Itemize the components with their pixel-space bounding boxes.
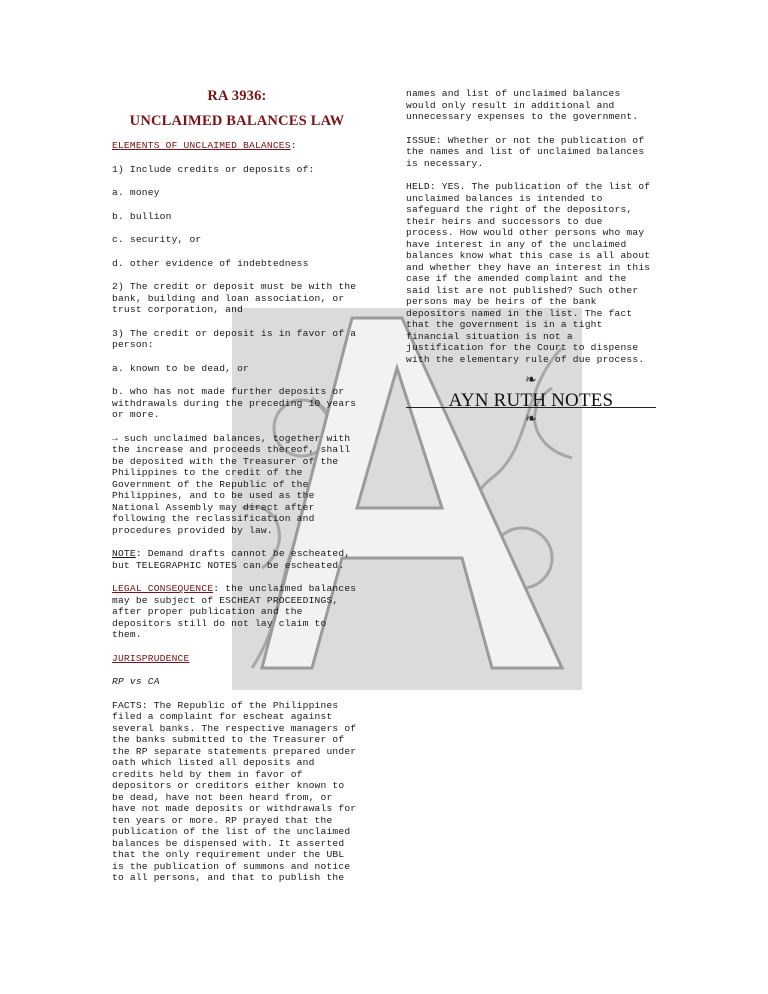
- legal-consequence-paragraph: LEGAL CONSEQUENCE: the unclaimed balances may be subject of ESCHEAT PROCEEDINGS, after proper publication and the depositors still do not lay claim to them.: [112, 583, 357, 640]
- author-banner: AYN RUTH NOTES: [406, 395, 656, 409]
- fleuron-icon: ❧: [525, 372, 537, 388]
- held-paragraph: HELD: YES. The publication of the list of unclaimed balances is intended to safeguard the right of the depositors, their heirs and successors to due process. How would other persons who may have interest in any of the unclaimed balances know what this case is all about and whether they have an interest in this case if the amended complaint and the said list are not published? Such other persons may be heirs of the bank depositors named in the list. The fact that the government is in a tight financial situation is not a justification for the Court to dispense with the elementary rule of due process.: [406, 181, 651, 365]
- element-item-2: 2) The credit or deposit must be with the bank, building and loan association, or trust corporation, and: [112, 281, 357, 315]
- element-item-1a: a. money: [112, 187, 160, 198]
- issue-paragraph: ISSUE: Whether or not the publication of the names and list of unclaimed balances is necessary.: [406, 134, 645, 169]
- element-item-3: 3) The credit or deposit is in favor of a person:: [112, 327, 357, 350]
- document-title: RA 3936:: [207, 88, 267, 104]
- element-item-1b: b. bullion: [112, 210, 172, 222]
- document-subtitle: UNCLAIMED BALANCES LAW: [129, 112, 345, 129]
- facts-continuation: names and list of unclaimed balances would only result in additional and unnecessary expenses to the government.: [406, 88, 639, 122]
- element-item-1c: c. security, or: [112, 234, 202, 245]
- element-item-1: 1) Include credits or deposits of:: [112, 163, 315, 175]
- note-label: NOTE: [112, 548, 136, 559]
- elements-heading-line: ELEMENTS OF UNCLAIMED BALANCES:: [112, 140, 297, 151]
- left-column: [112, 88, 362, 884]
- fleuron-icon-bottom: ❧: [525, 411, 537, 427]
- right-column: [406, 88, 656, 426]
- note-paragraph: NOTE: Demand drafts cannot be escheated, but TELEGRAPHIC NOTES can be escheated.: [112, 548, 351, 571]
- elements-heading: ELEMENTS OF UNCLAIMED BALANCES: [112, 140, 291, 151]
- escheat-deposit-paragraph: → such unclaimed balances, together with the increase and proceeds thereof, shall be deposited with the Treasurer of the Philippines to the credit of the Government of the Republic of the Philippines, and to be used as the National Assembly may direct after following the reclassification and procedures provided by law.: [112, 432, 351, 536]
- case-name: RP vs CA: [112, 676, 160, 687]
- facts-paragraph: FACTS: The Republic of the Philippines filed a complaint for escheat against several banks. The respective managers of the banks submitted to the Treasurer of the RP separate statements prepared under oath which listed all deposits and credits held by them in favor of depositors or creditors either known to be dead, have not been heard from, or have not made deposits or withdrawals for ten years or more. RP prayed that the publication of the list of the unclaimed balances be dispensed with. It asserted that the only requirement under the UBL is the publication of summons and notice to all persons, and that to publish the: [112, 699, 357, 883]
- element-item-1d: d. other evidence of indebtedness: [112, 257, 309, 269]
- jurisprudence-heading: JURISPRUDENCE: [112, 652, 190, 664]
- element-item-3b: b. who has not made further deposits or withdrawals during the preceding 10 years or more.: [112, 386, 357, 420]
- element-item-3a: a. known to be dead, or: [112, 362, 250, 374]
- legal-consequence-label: LEGAL CONSEQUENCE: [112, 583, 214, 594]
- jurisprudence-heading-line: [112, 653, 362, 665]
